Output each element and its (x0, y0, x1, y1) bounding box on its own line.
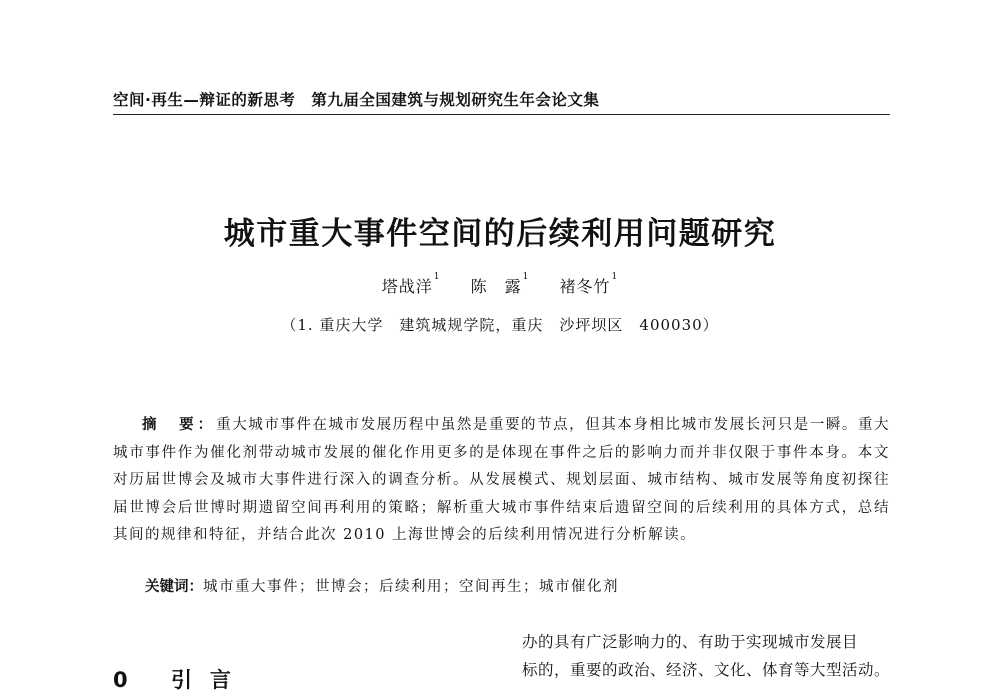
author-name: 陈 露 (470, 277, 522, 296)
author-name: 塔战洋 (381, 277, 433, 296)
affiliation: （1. 重庆大学 建筑城规学院，重庆 沙坪坝区 400030） (281, 316, 719, 334)
paper-title: 城市重大事件空间的后续利用问题研究 (223, 216, 777, 252)
author (381, 272, 441, 296)
header-series: 空间·再生—辩证的新思考 (113, 91, 296, 109)
keywords (145, 575, 890, 596)
author-mark: 1 (522, 272, 530, 282)
keywords-text: 城市重大事件；世博会；后续利用；空间再生；城市催化剂 (203, 579, 619, 595)
abstract (113, 412, 890, 550)
author-list (0, 274, 1000, 297)
author (470, 272, 530, 296)
section-title: 引言 (170, 668, 249, 692)
section-number: 0 (113, 668, 146, 692)
header-rule (113, 114, 890, 115)
author (559, 272, 619, 296)
body-right-column (522, 628, 894, 684)
section-heading (113, 664, 249, 694)
abstract-text: 重大城市事件在城市发展历程中虽然是重要的节点，但其本身相比城市发展长河只是一瞬。重大城市事件作为催化剂带动城市发展的催化作用更多的是体现在事件之后的影响力而并非仅限于事件本身。本文对历届世博会及城市大事件进行深入的调查分析。从发展模式、规划层面、城市结构、城市发展等角度初探往届世博会后世博时期遗留空间再利用的策略；解析重大城市事件结束后遗留空间的后续利用的具体方式，总结其间的规律和特征，并结合此次 2010 上海世博会的后续利用情况进行分析解读。 (113, 417, 891, 543)
body-line: 标的，重要的政治、经济、文化、体育等大型活动。 (522, 661, 891, 679)
author-mark: 1 (611, 272, 619, 282)
keywords-label: 关键词： (145, 579, 203, 595)
author-name: 褚冬竹 (559, 277, 611, 296)
author-mark: 1 (433, 272, 441, 282)
running-header (113, 88, 893, 110)
header-collection: 第九届全国建筑与规划研究生年会论文集 (311, 91, 600, 109)
body-line: 办的具有广泛影响力的、有助于实现城市发展目 (522, 633, 859, 651)
abstract-label: 摘 要： (142, 417, 217, 433)
